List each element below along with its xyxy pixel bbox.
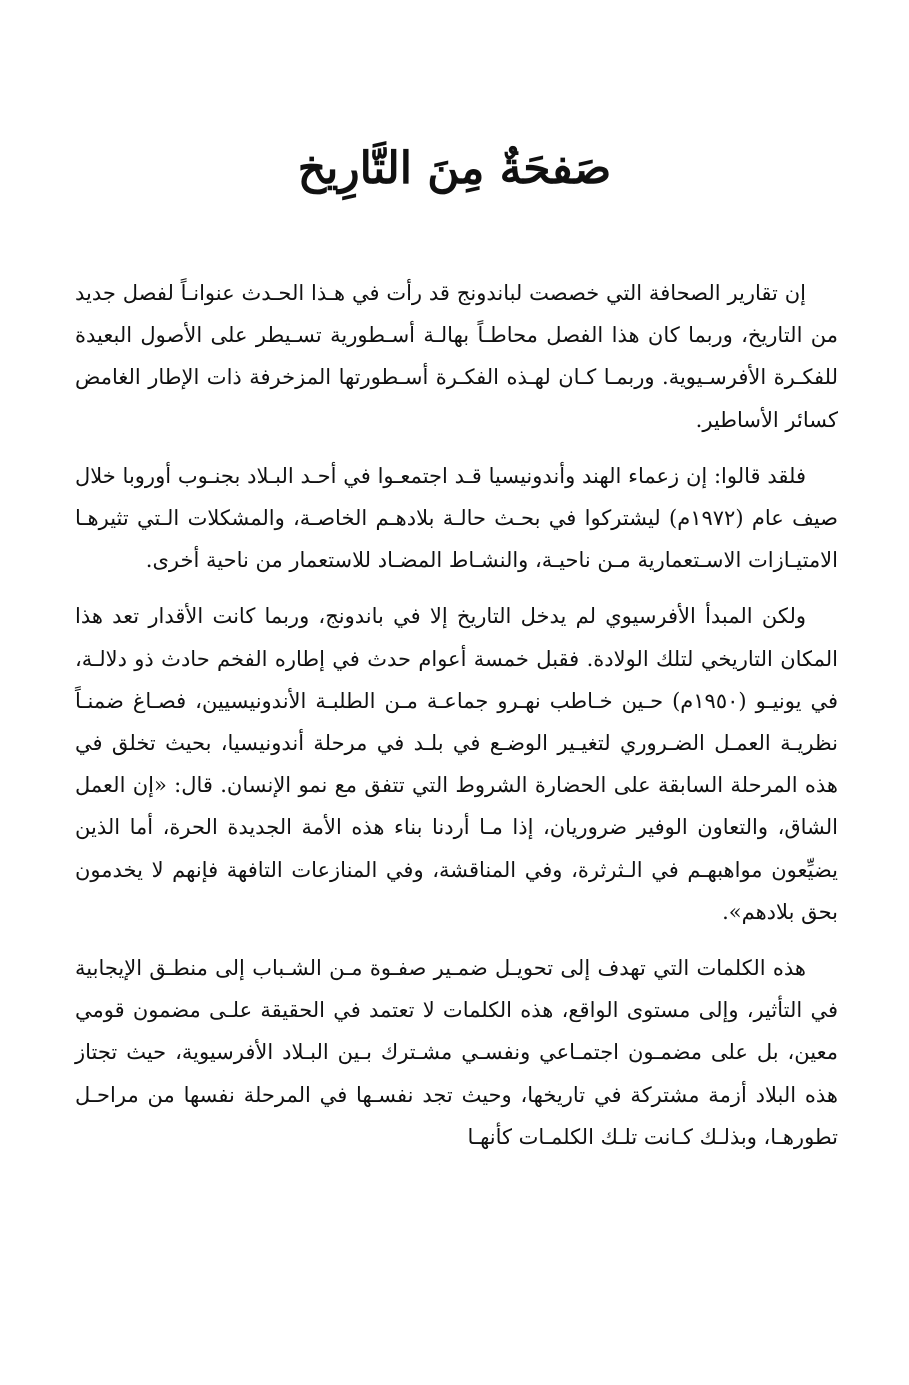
- page-body: [75, 272, 838, 1172]
- paragraph: هذه الكلمات التي تهدف إلى تحويـل ضمـير صفـوة مـن الشـباب إلى منطـق الإيجابية في التأثير، وإلى مستوى الواقع، هذه الكلمات لا تعتمد في الحقيقة علـى مضمون قومي معين، بل على مضمـون اجتمـاعي ونفسـي مشـترك بـين البـلاد الأفرسيوية، حيث تجتاز هذه البلاد أزمة مشتركة في تاريخها، وحيث تجد نفسـها في المرحلة نفسها من مراحـل تطورهـا، وبذلـك كـانت تلـك الكلمـات كأنهـا: [75, 956, 838, 1149]
- page-title: صَفحَةٌ مِنَ التَّارِيخ: [297, 143, 612, 194]
- paragraph: فلقد قالوا: إن زعماء الهند وأندونيسيا قـد اجتمعـوا في أحـد البـلاد بجنـوب أوروبا خلال صيف عام (١٩٧٢م) ليشتركوا في بحـث حالـة بلادهـم الخاصـة، والمشكلات الـتي تثيرهـا الامتيـازات الاسـتعمارية مـن ناحيـة، والنشـاط المضـاد للاستعمار من ناحية أخرى.: [75, 463, 838, 573]
- paragraph: ولكن المبدأ الأفرسيوي لم يدخل التاريخ إلا في باندونج، وربما كانت الأقدار تعد هذا المكان التاريخي لتلك الولادة. فقبل خمسة أعوام حدث في إطاره الفخم حادث ذو دلالـة، في يونيـو (١٩٥٠م) حـين خـاطب نهـرو جماعـة مـن الطلبـة الأندونيسيين، فصـاغ ضمنـاً نظريـة العمـل الضـروري لتغيـير الوضـع في بلـد في مرحلة أندونيسيا، بحيث تخلق في هذه المرحلة السابقة على الحضارة الشروط التي تتفق مع نمو الإنسان. قال: «إن العمل الشاق، والتعاون الوفير ضروريان، إذا مـا أردنا بناء هذه الأمة الجديدة الحرة، أما الذين يضيِّعون مواهبهـم في الـثرثرة، وفي المناقشة، وفي المنازعات التافهة فإنهم لا يخدمون بحق بلادهم».: [75, 604, 838, 924]
- paragraph: إن تقارير الصحافة التي خصصت لباندونج قد رأت في هـذا الحـدث عنوانـاً لفصل جديد من التاريخ، وربما كان هذا الفصل محاطـاً بهالـة أسـطورية تسـيطر على الأصول البعيدة للفكـرة الأفرسـيوية. وربمـا كـان لهـذه الفكـرة أسـطورتها المزخرفة ذات الإطار الغامض كسائر الأساطير.: [75, 281, 838, 432]
